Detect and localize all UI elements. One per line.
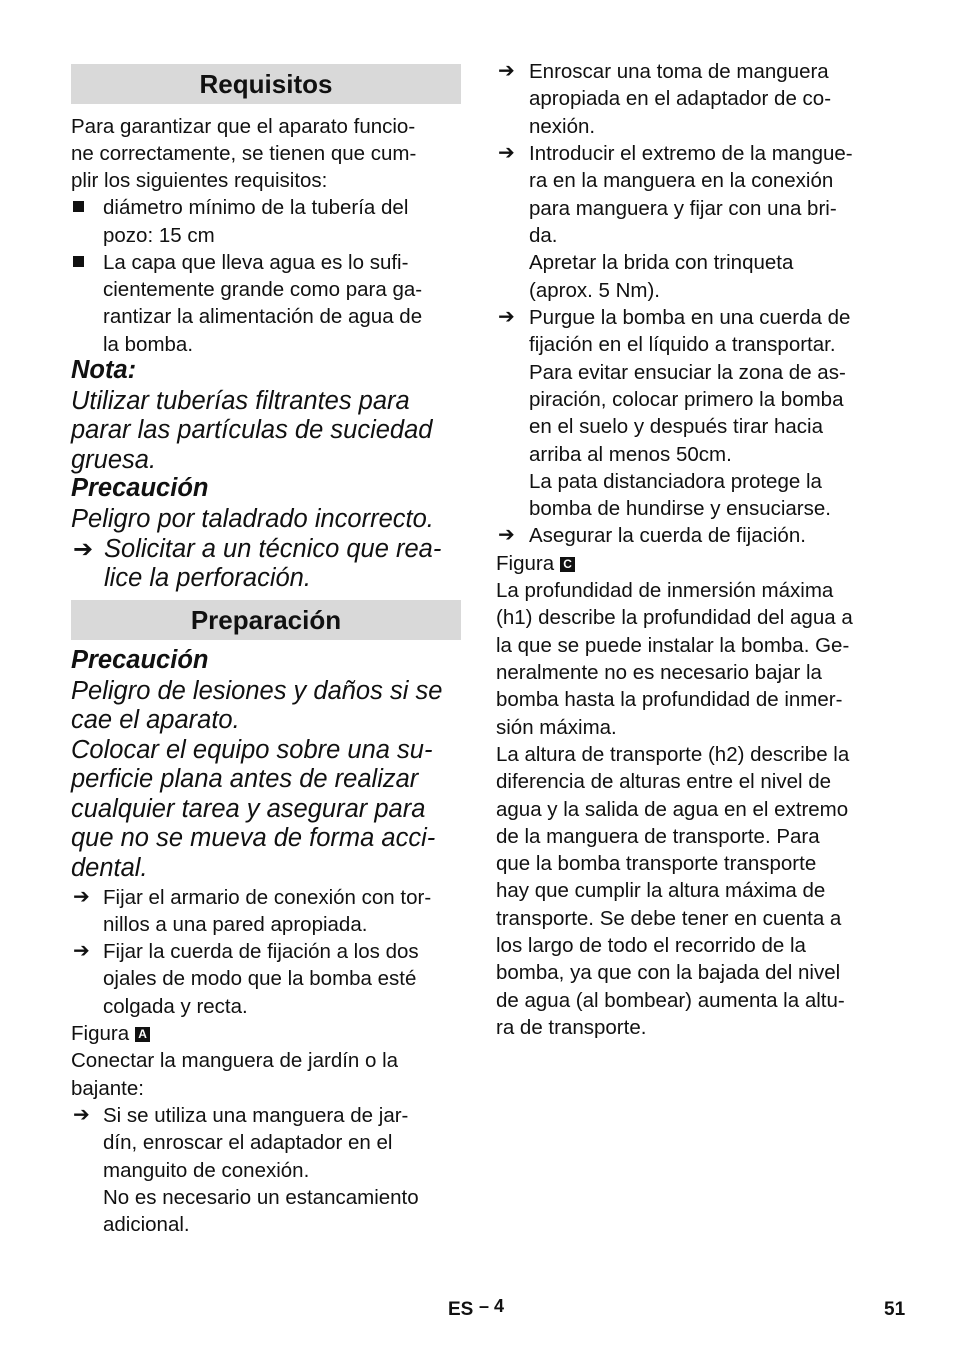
precaucion-text-line: cualquier tarea y asegurar para — [71, 795, 426, 823]
step-line: Apretar la brida con trinqueta — [529, 251, 794, 274]
paragraph-line: diferencia de alturas entre el nivel de — [496, 770, 832, 793]
figure-label: Figura — [71, 1022, 130, 1045]
arrow-right-icon: ➔ — [498, 524, 515, 546]
paragraph-line: que la bomba transporte transporte — [496, 852, 817, 875]
conectar-line: bajante: — [71, 1077, 144, 1100]
nota-text-line: Utilizar tuberías filtrantes para — [71, 387, 410, 415]
arrow-right-icon: ➔ — [73, 1104, 90, 1126]
precaucion-text-line: perficie plana antes de realizar — [71, 765, 419, 793]
req-intro-line: Para garantizar que el aparato funcio- — [71, 115, 416, 138]
figure-a-marker: A — [135, 1027, 150, 1042]
step-line: nexión. — [529, 115, 596, 138]
conectar-line: Conectar la manguera de jardín o la — [71, 1049, 399, 1072]
prep-step-line: ojales de modo que la bomba esté — [103, 967, 417, 990]
req-bullet-line: cientemente grande como para ga- — [103, 278, 423, 301]
nota-text-line: gruesa. — [71, 446, 157, 474]
prep-step-line: Fijar el armario de conexión con tor- — [103, 886, 432, 909]
figure-reference-c — [496, 550, 575, 577]
paragraph-line: La profundidad de inmersión máxima — [496, 579, 834, 602]
paragraph-line: hay que cumplir la altura máxima de — [496, 879, 826, 902]
garden-step-line: manguito de conexión. — [103, 1159, 310, 1182]
section-heading-requisitos: Requisitos — [71, 64, 461, 104]
paragraph-line: agua y la salida de agua en el extremo — [496, 798, 849, 821]
step-line: bomba de hundirse y ensuciarse. — [529, 497, 831, 520]
step-line: (aprox. 5 Nm). — [529, 279, 660, 302]
square-bullet-icon — [73, 256, 84, 267]
step-line: Introducir el extremo de la mangue- — [529, 142, 853, 165]
nota-text-line: parar las partículas de suciedad — [71, 416, 433, 444]
step-line: Enroscar una toma de manguera — [529, 60, 829, 83]
arrow-right-icon: ➔ — [73, 536, 94, 563]
paragraph-line: ra de transporte. — [496, 1016, 647, 1039]
req-bullet-line: la bomba. — [103, 333, 194, 356]
square-bullet-icon — [73, 201, 84, 212]
section-heading-preparacion: Preparación — [71, 600, 461, 640]
precaucion-text-line: cae el aparato. — [71, 706, 240, 734]
step-line: en el suelo y después tirar hacia — [529, 415, 824, 438]
step-line: arriba al menos 50cm. — [529, 443, 732, 466]
precaucion-step-line: Solicitar a un técnico que rea- — [104, 535, 442, 563]
page-number: 51 — [884, 1299, 906, 1320]
paragraph-line: transporte. Se debe tener en cuenta a — [496, 907, 842, 930]
precaucion-step-line: lice la perforación. — [104, 564, 311, 592]
paragraph-line: sión máxima. — [496, 716, 617, 739]
prep-step-line: nillos a una pared apropiada. — [103, 913, 368, 936]
req-intro-line: plir los siguientes requisitos: — [71, 169, 328, 192]
precaucion-text: Peligro por taladrado incorrecto. — [71, 505, 434, 533]
req-intro-line: ne correctamente, se tienen que cum- — [71, 142, 417, 165]
req-bullet-line: rantizar la alimentación de agua de — [103, 305, 423, 328]
paragraph-line: (h1) describe la profundidad del agua a — [496, 606, 853, 629]
req-bullet-line: diámetro mínimo de la tubería del — [103, 196, 409, 219]
step-line: piración, colocar primero la bomba — [529, 388, 844, 411]
step-line: La pata distanciadora protege la — [529, 470, 822, 493]
figure-reference-a — [71, 1020, 150, 1047]
garden-step-line: No es necesario un estancamiento — [103, 1186, 419, 1209]
arrow-right-icon: ➔ — [73, 940, 90, 962]
garden-step-line: Si se utiliza una manguera de jar- — [103, 1104, 409, 1127]
prep-step-line: Fijar la cuerda de fijación a los dos — [103, 940, 419, 963]
arrow-right-icon: ➔ — [498, 142, 515, 164]
garden-step-line: dín, enroscar el adaptador en el — [103, 1131, 393, 1154]
footer-section: – 4 — [479, 1296, 505, 1316]
step-line: fijación en el líquido a transportar. — [529, 333, 836, 356]
paragraph-line: bomba hasta la profundidad de inmer- — [496, 688, 843, 711]
step-line: ra en la manguera en la conexión — [529, 169, 834, 192]
step-line: para manguera y fijar con una bri- — [529, 197, 837, 220]
req-bullet-line: pozo: 15 cm — [103, 224, 215, 247]
req-bullet-line: La capa que lleva agua es lo sufi- — [103, 251, 409, 274]
step-line: Asegurar la cuerda de fijación. — [529, 524, 806, 547]
paragraph-line: los largo de todo el recorrido de la — [496, 934, 806, 957]
precaucion-label: Precaución — [71, 474, 209, 502]
step-line: da. — [529, 224, 558, 247]
paragraph-line: de agua (al bombear) aumenta la altu- — [496, 989, 845, 1012]
arrow-right-icon: ➔ — [498, 60, 515, 82]
nota-label: Nota: — [71, 356, 137, 384]
paragraph-line: La altura de transporte (h2) describe la — [496, 743, 850, 766]
garden-step-line: adicional. — [103, 1213, 190, 1236]
precaucion-label: Precaución — [71, 646, 209, 674]
figure-c-marker: C — [560, 557, 575, 572]
figure-label: Figura — [496, 552, 555, 575]
precaucion-text-line: Peligro de lesiones y daños si se — [71, 677, 443, 705]
paragraph-line: bomba, ya que con la bajada del nivel — [496, 961, 841, 984]
footer-language: ES — [448, 1299, 474, 1320]
step-line: apropiada en el adaptador de co- — [529, 87, 832, 110]
step-line: Purgue la bomba en una cuerda de — [529, 306, 851, 329]
arrow-right-icon: ➔ — [498, 306, 515, 328]
step-line: Para evitar ensuciar la zona de as- — [529, 361, 846, 384]
prep-step-line: colgada y recta. — [103, 995, 248, 1018]
precaucion-text-line: Colocar el equipo sobre una su- — [71, 736, 433, 764]
paragraph-line: de la manguera de transporte. Para — [496, 825, 820, 848]
precaucion-text-line: que no se mueva de forma acci- — [71, 824, 436, 852]
arrow-right-icon: ➔ — [73, 886, 90, 908]
paragraph-line: la que se puede instalar la bomba. Ge- — [496, 634, 850, 657]
paragraph-line: neralmente no es necesario bajar la — [496, 661, 822, 684]
precaucion-text-line: dental. — [71, 854, 148, 882]
